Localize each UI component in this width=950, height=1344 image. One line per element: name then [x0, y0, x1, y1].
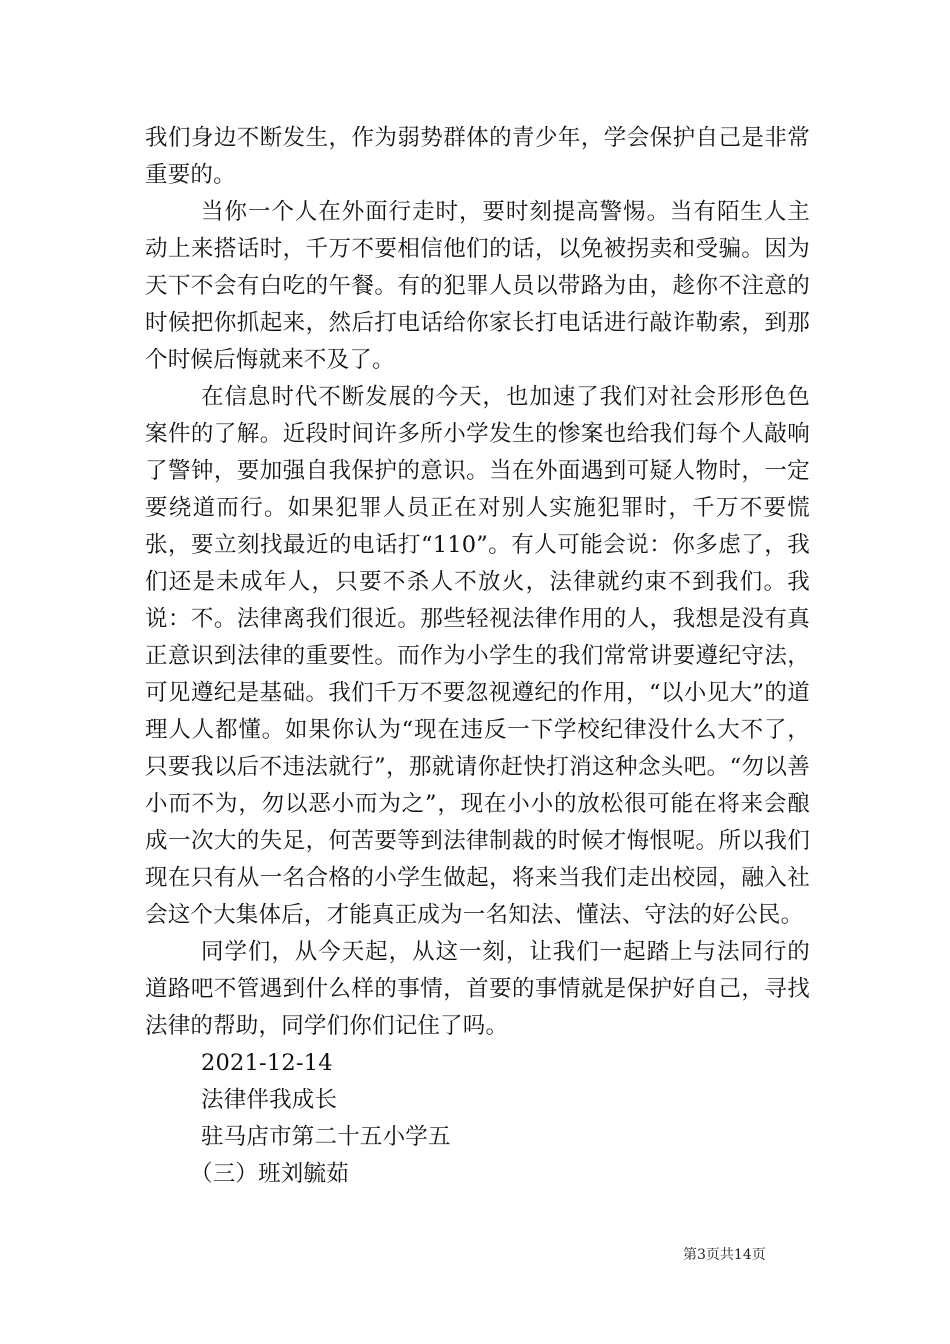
class-author: （三）班刘毓茹: [190, 1161, 349, 1187]
paragraph-information-age: 在信息时代不断发展的今天，也加速了我们对社会形形色色案件的了解。近段时间许多所小学发生的惨案也给我们每个人敲响了警钟，要加强自我保护的意识。当在外面遇到可疑人物时，一定要绕道而行。如果犯罪人员正在对别人实施犯罪时，千万不要慌张，要立刻找最近的电话打“110”。有人可能会说：你多虑了，我们还是未成年人，只要不杀人不放火，法律就约束不到我们。我说：不。法律离我们很近。那些轻视法律作用的人，我想是没有真正意识到法律的重要性。而作为小学生的我们常常讲要遵纪守法，可见遵纪是基础。我们千万不要忽视遵纪的作用，“以小见大”的道理人人都懂。如果你认为“现在违反一下学校纪律没什么大不了，只要我以后不违法就行”，那就请你赶快打消这种念头吧。“勿以善小而不为，勿以恶小而为之”，现在小小的放松很可能在将来会酿成一次大的失足，何苦要等到法律制裁的时候才悔恨呢。所以我们现在只有从一名合格的小学生做起，将来当我们走出校园，融入社会这个大集体后，才能真正成为一名知法、懂法、守法的好公民。: [145, 384, 810, 928]
date-line: 2021-12-14: [201, 1050, 333, 1076]
essay-title: 法律伴我成长: [201, 1087, 338, 1113]
document-body: [145, 120, 810, 1193]
page-number-footer: 第3页共14页: [683, 1247, 766, 1263]
school-name: 驻马店市第二十五小学五: [201, 1124, 451, 1150]
paragraph-conclusion: 同学们，从今天起，从这一刻，让我们一起踏上与法同行的道路吧不管遇到什么样的事情，首要的事情就是保护好自己，寻找法律的帮助，同学们你们记住了吗。: [145, 939, 810, 1039]
paragraph-continued: 我们身边不断发生，作为弱势群体的青少年，学会保护自己是非常重要的。: [145, 125, 810, 188]
paragraph-safety-outside: 当你一个人在外面行走时，要时刻提高警惕。当有陌生人主动上来搭话时，千万不要相信他们的话，以免被拐卖和受骗。因为天下不会有白吃的午餐。有的犯罪人员以带路为由，趁你不注意的时候把你抓起来，然后打电话给你家长打电话进行敲诈勒索，到那个时候后悔就来不及了。: [145, 199, 810, 373]
